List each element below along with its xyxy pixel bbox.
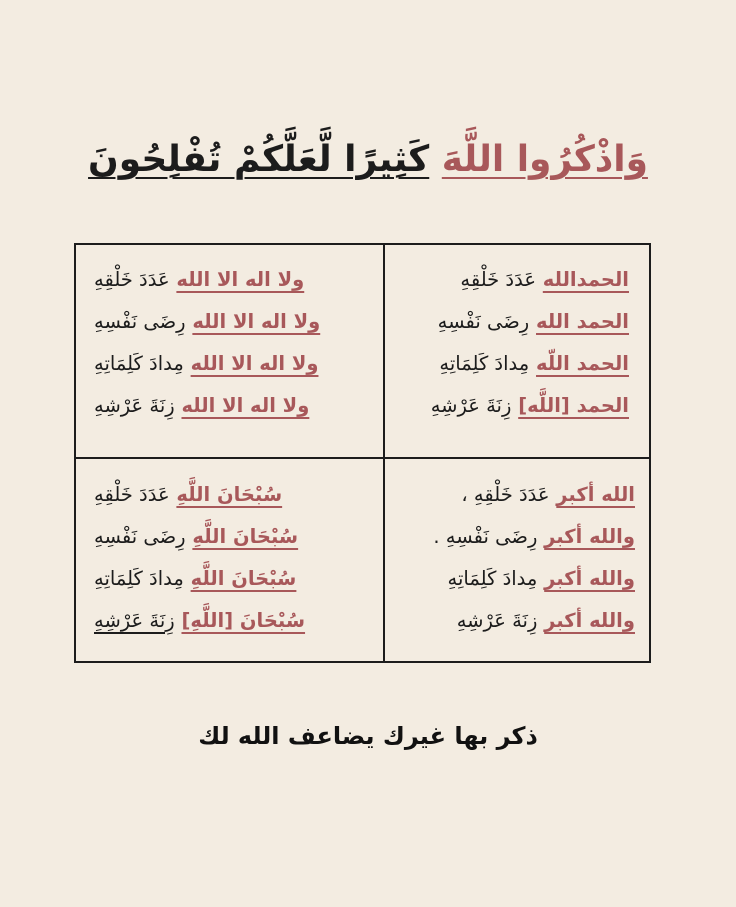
dhikr-line	[94, 343, 354, 385]
dhikr-measure: زِنَةَ عَرْشِهِ	[94, 394, 175, 417]
dhikr-phrase: سُبْحَانَ اللَّهِ	[192, 525, 299, 548]
dhikr-measure: مِدادَ كَلِمَاتِهِ	[94, 567, 184, 590]
dhikr-phrase: الله أكبر	[556, 483, 635, 506]
cell-allahu-akbar	[370, 474, 635, 642]
dhikr-measure: مِدادَ كَلِمَاتِهِ	[447, 567, 538, 590]
dhikr-phrase: والله أكبر	[544, 567, 635, 590]
dhikr-measure: عَدَدَ خَلْقِهِ	[94, 483, 170, 506]
dhikr-line	[374, 343, 629, 385]
dhikr-measure: زِنَةَ عَرْشِهِ	[430, 394, 512, 417]
dhikr-measure: رِضَى نَفْسِهِ .	[433, 525, 538, 548]
dhikr-phrase: والله أكبر	[544, 525, 635, 548]
dhikr-line	[94, 600, 364, 642]
dhikr-line	[370, 474, 635, 516]
dhikr-line	[370, 600, 635, 642]
dhikr-phrase: سُبْحَانَ [اللَّهِ]	[181, 609, 306, 632]
dhikr-phrase: الحمد الله	[536, 310, 629, 333]
dhikr-phrase: والله أكبر	[544, 609, 635, 632]
verse-title-part2: كَثِيرًا لَّعَلَّكُمْ تُفْلِحُونَ	[88, 139, 430, 180]
verse-title	[0, 130, 736, 190]
dhikr-line	[94, 558, 364, 600]
dhikr-phrase: ولا اله الا الله	[190, 352, 319, 375]
dhikr-phrase: ولا اله الا الله	[181, 394, 310, 417]
dhikr-phrase: ولا اله الا الله	[192, 310, 321, 333]
verse-title-part1: وَاذْكُرُوا اللَّهَ	[441, 139, 648, 180]
dhikr-line	[94, 301, 354, 343]
dhikr-measure: مِدادَ كَلِمَاتِهِ	[94, 352, 184, 375]
dhikr-line	[374, 301, 629, 343]
dhikr-line	[370, 516, 635, 558]
grid-divider-horizontal	[76, 457, 649, 459]
cell-alhamdulillah	[374, 259, 629, 427]
dhikr-measure: عَدَدَ خَلْقِهِ ،	[461, 483, 550, 506]
dhikr-measure: عَدَدَ خَلْقِهِ	[460, 268, 536, 291]
dhikr-grid	[74, 243, 651, 663]
dhikr-measure: رِضَى نَفْسِهِ	[437, 310, 530, 333]
dhikr-phrase: ولا اله الا الله	[176, 268, 305, 291]
dhikr-line	[94, 385, 354, 427]
dhikr-phrase: سُبْحَانَ اللَّهِ	[190, 567, 297, 590]
dhikr-line	[94, 516, 364, 558]
dhikr-measure: رِضَى نَفْسِهِ	[94, 525, 186, 548]
dhikr-measure: مِدادَ كَلِمَاتِهِ	[439, 352, 530, 375]
dhikr-line	[370, 558, 635, 600]
dhikr-line	[94, 259, 354, 301]
dhikr-phrase: الحمد اللّه	[536, 352, 629, 375]
dhikr-line	[94, 474, 364, 516]
dhikr-measure: رِضَى نَفْسِهِ	[94, 310, 186, 333]
dhikr-phrase: سُبْحَانَ اللَّهِ	[176, 483, 283, 506]
dhikr-line	[374, 385, 629, 427]
cell-subhanallah	[94, 474, 364, 642]
dhikr-line	[374, 259, 629, 301]
dhikr-measure: زِنَةَ عَرْشِهِ	[94, 609, 175, 632]
dhikr-measure: زِنَةَ عَرْشِهِ	[456, 609, 538, 632]
dhikr-phrase: الحمدالله	[542, 268, 629, 291]
cell-la-ilaha-illallah	[94, 259, 354, 427]
dhikr-measure: عَدَدَ خَلْقِهِ	[94, 268, 170, 291]
dhikr-phrase: الحمد [اللَّه]	[518, 394, 629, 417]
footer-caption: ذكر بها غيرك يضاعف الله لك	[198, 722, 538, 750]
